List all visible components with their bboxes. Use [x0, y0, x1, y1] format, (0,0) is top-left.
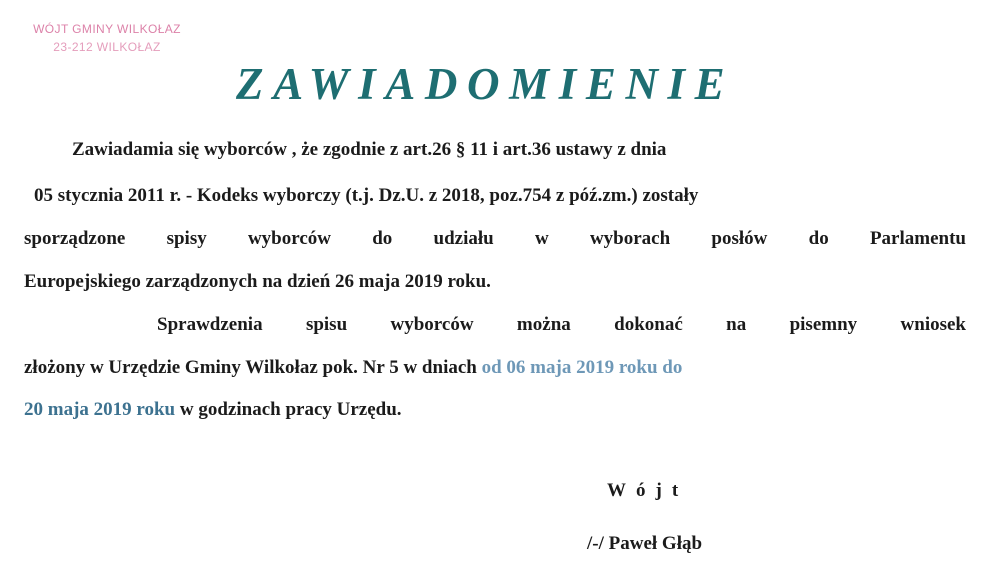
office-stamp [22, 20, 192, 56]
paragraph-1-line-2: 05 stycznia 2011 r. - Kodeks wyborczy (t.j. Dz.U. z 2018, poz.754 z póź.zm.) zostały [34, 185, 699, 206]
paragraph-2-line-1: Sprawdzenia spisu wyborców można dokonać na pisemny wniosek [157, 314, 966, 335]
paragraph-1-line-1: Zawiadamia się wyborców , że zgodnie z art.26 § 11 i art.36 ustawy z dnia [72, 139, 667, 160]
signature-name: /-/ Paweł Głąb [587, 533, 703, 554]
signature-title: Wójt [607, 480, 689, 501]
paragraph-2-line-2-text: złożony w Urzędzie Gminy Wilkołaz pok. Nr 5 w dniach [24, 357, 482, 378]
date-range-start: od 06 maja 2019 roku do [481, 357, 683, 378]
paragraph-2-line-3-text: w godzinach pracy Urzędu. [175, 399, 402, 420]
date-range-end: 20 maja 2019 roku [24, 399, 176, 420]
document-title: ZAWIADOMIENIE [236, 59, 735, 109]
paragraph-2-line-2 [24, 356, 682, 380]
paragraph-1-line-3: sporządzone spisy wyborców do udziału w wyborach posłów do Parlamentu [24, 228, 966, 249]
stamp-line-2: 23-212 WILKOŁAZ [53, 40, 161, 54]
paragraph-1-line-4: Europejskiego zarządzonych na dzień 26 maja 2019 roku. [24, 271, 491, 292]
paragraph-2-line-3 [24, 398, 402, 422]
stamp-line-1: WÓJT GMINY WILKOŁAZ [33, 22, 181, 36]
